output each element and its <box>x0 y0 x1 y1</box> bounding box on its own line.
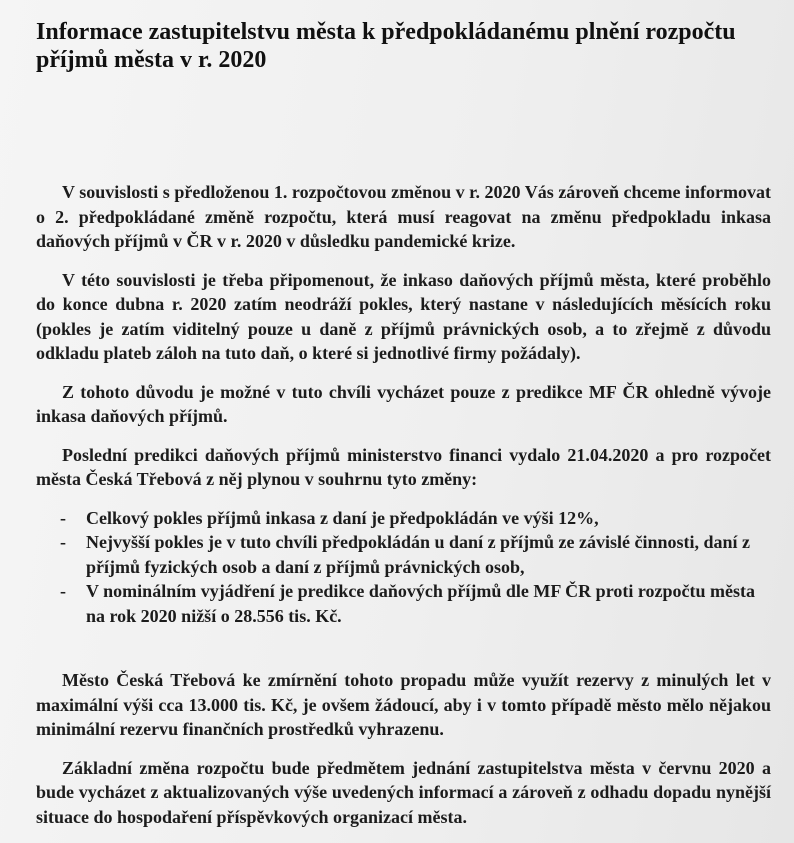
list-item <box>36 530 771 579</box>
paragraph-prediction-basis: Z tohoto důvodu je možné v tuto chvíli vycházet pouze z predikce MF ČR ohledně vývoje inkasa daňových příjmů. <box>36 381 771 426</box>
paragraph-reserves: Město Česká Třebová ke zmírnění tohoto propadu může využít rezervy z minulých let v maximální výši cca 13.000 tis. Kč, je ovšem žádoucí, aby i v tomto případě město mělo nějakou minimální rezervu finančních prostředků vyhrazenu. <box>36 670 771 739</box>
list-item <box>36 506 771 531</box>
list-bullet: - <box>60 507 66 528</box>
list-bullet: - <box>60 532 66 552</box>
paragraph-context: V souvislosti s předloženou 1. rozpočtovou změnou v r. 2020 Vás zároveň chceme informovat o 2. předpokládané změně rozpočtu, která musí reagovat na změnu předpokladu inkasa daňových příjmů v ČR v r. 2020 v důsledku pandemické krize. <box>36 182 771 251</box>
list-item-text: V nominálním vyjádření je predikce daňových příjmů dle MF ČR proti rozpočtu města na rok 2020 nižší o 28.556 tis. Kč. <box>86 581 755 626</box>
paragraph-tax-income: V této souvislosti je třeba připomenout, že inkaso daňových příjmů města, které proběhlo do konce dubna r. 2020 zatím neodráží pokles, který nastane v následujících měsících roku (pokles je zatím viditelný pouze u daně z příjmů právnických osob, a to zřejmě z důvodu odkladu plateb záloh na tuto daň, o které si jednotlivé firmy požádaly). <box>36 269 771 363</box>
list-item-text: Nejvyšší pokles je v tuto chvíli předpokládán u daní z příjmů ze závislé činnosti, daní z příjmů fyzických osob a daní z příjmů právnických osob, <box>86 532 751 577</box>
document-body <box>36 180 771 843</box>
changes-list <box>36 506 771 629</box>
document-title: Informace zastupitelstvu města k předpokládanému plnění rozpočtu příjmů města v r. 2020 <box>36 19 736 73</box>
list-bullet: - <box>60 581 66 601</box>
list-item <box>36 579 771 628</box>
paragraph-ministry-prediction: Poslední predikci daňových příjmů ministerstvo financi vydalo 21.04.2020 a pro rozpočet města Česká Třebová z něj plynou v souhrnu tyto změny: <box>36 444 771 489</box>
paragraph-budget-change: Základní změna rozpočtu bude předmětem jednání zastupitelstva města v červnu 2020 a bude vycházet z aktualizovaných výše uvedených informací a zároveň z odhadu dopadu nynější situace do hospodaření příspěvkových organizací města. <box>36 757 771 827</box>
list-item-text: Celkový pokles příjmů inkasa z daní je předpokládán ve výši 12%, <box>86 507 599 528</box>
